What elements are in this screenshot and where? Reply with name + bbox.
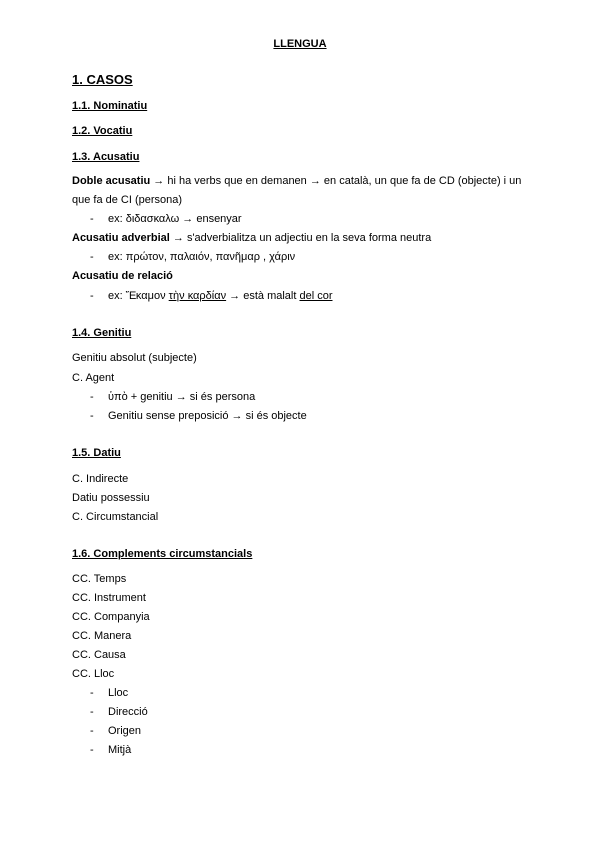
acusatiu-adverbial-term: Acusatiu adverbial [72,232,170,244]
nominatiu-heading: 1.1. Nominatiu [72,100,148,112]
cc-lloc-item: Lloc [108,687,129,699]
cc-line: CC. Manera [72,630,132,642]
genitiu-item: Genitiu sense preposició → si és objecte [108,410,307,422]
cc-line: CC. Instrument [72,592,146,604]
acusatiu-adverbial-line [72,231,431,245]
doble-acusatiu-example: ex: διδασκαλω → ensenyar [108,213,242,225]
datiu-line: C. Indirecte [72,473,129,485]
bullet-dash: - [90,687,94,699]
example-catalan: del cor [299,290,333,302]
acusatiu-relacio-term: Acusatiu de relació [72,270,173,282]
cc-line: CC. Companyia [72,611,150,623]
vocatiu-heading: 1.2. Vocatiu [72,125,133,137]
cc-lloc-item: Origen [108,725,142,737]
datiu-line: C. Circumstancial [72,511,159,523]
genitiu-item: ὑπὸ + genitiu → si és persona [108,391,256,403]
doble-acusatiu-line-2: que fa de CI (persona) [72,194,183,206]
acusatiu-heading: 1.3. Acusatiu [72,151,140,163]
datiu-heading: 1.5. Datiu [72,447,121,459]
cc-line: CC. Causa [72,649,126,661]
acusatiu-adverbial-text: → s'adverbialitza un adjectiu en la seva forma neutra [169,232,432,244]
cc-lloc-item: Direcció [108,706,148,718]
genitiu-heading: 1.4. Genitiu [72,327,132,339]
bullet-dash: - [90,410,94,422]
bullet-dash: - [90,391,94,403]
cc-line: CC. Temps [72,573,127,585]
cc-heading: 1.6. Complements circumstancials [72,548,253,560]
datiu-line: Datiu possessiu [72,492,150,504]
bullet-dash: - [90,290,94,302]
cc-lloc-item: Mitjà [108,744,132,756]
example-greek: τὴν καρδίαν [168,290,227,302]
doble-acusatiu-term: Doble acusatiu [72,175,151,187]
bullet-dash: - [90,706,94,718]
example-mid: → està malalt [226,290,300,302]
bullet-dash: - [90,744,94,756]
bullet-dash: - [90,213,94,225]
bullet-dash: - [90,725,94,737]
bullet-dash: - [90,251,94,263]
example-prefix: ex: Ἔκαμον [108,290,169,302]
doble-acusatiu-text: → hi ha verbs que en demanen → en català, un que fa de CD (objecte) i un [150,175,522,187]
genitiu-line: Genitiu absolut (subjecte) [72,352,197,364]
doble-acusatiu-line [72,174,521,188]
cc-line: CC. Lloc [72,668,115,680]
section-casos-heading: 1. CASOS [72,72,133,87]
page-title: LLENGUA [273,38,327,50]
acusatiu-adverbial-example: ex: πρώτον, παλαιόν, πανῆμαρ , χάριν [108,251,296,263]
acusatiu-relacio-example [108,289,333,303]
genitiu-line: C. Agent [72,372,115,384]
